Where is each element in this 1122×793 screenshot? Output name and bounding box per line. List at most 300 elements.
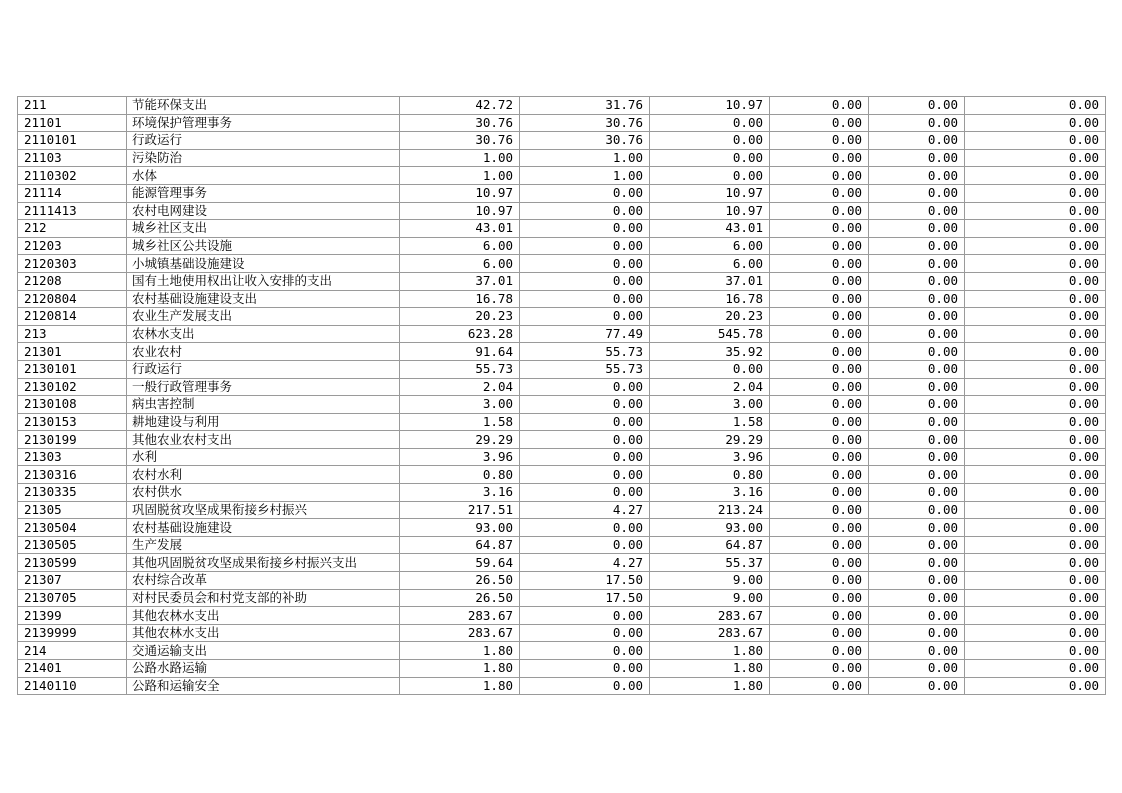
- basic-expenditure-cell: 0.00: [520, 607, 650, 625]
- account-code-cell: 213: [18, 325, 127, 343]
- account-name-cell: 污染防治: [127, 149, 400, 167]
- basic-expenditure-cell: 0.00: [520, 220, 650, 238]
- amount-col5-cell: 0.00: [869, 378, 965, 396]
- project-expenditure-cell: 3.96: [650, 448, 770, 466]
- basic-expenditure-cell: 0.00: [520, 378, 650, 396]
- account-code-cell: 21401: [18, 660, 127, 678]
- table-body: [18, 97, 1106, 695]
- account-name-cell: 农村基础设施建设: [127, 519, 400, 537]
- table-row: [18, 466, 1106, 484]
- project-expenditure-cell: 9.00: [650, 589, 770, 607]
- account-name-cell: 其他农林水支出: [127, 624, 400, 642]
- table-row: [18, 677, 1106, 695]
- account-name-cell: 农村电网建设: [127, 202, 400, 220]
- amount-col5-cell: 0.00: [869, 97, 965, 115]
- basic-expenditure-cell: 0.00: [520, 484, 650, 502]
- amount-col6-cell: 0.00: [965, 466, 1106, 484]
- amount-col6-cell: 0.00: [965, 343, 1106, 361]
- account-name-cell: 农村基础设施建设支出: [127, 290, 400, 308]
- amount-col6-cell: 0.00: [965, 290, 1106, 308]
- total-amount-cell: 26.50: [400, 572, 520, 590]
- total-amount-cell: 20.23: [400, 308, 520, 326]
- project-expenditure-cell: 93.00: [650, 519, 770, 537]
- amount-col5-cell: 0.00: [869, 431, 965, 449]
- amount-col6-cell: 0.00: [965, 536, 1106, 554]
- amount-col5-cell: 0.00: [869, 536, 965, 554]
- amount-col4-cell: 0.00: [770, 519, 869, 537]
- basic-expenditure-cell: 0.00: [520, 466, 650, 484]
- table-row: [18, 484, 1106, 502]
- project-expenditure-cell: 0.00: [650, 132, 770, 150]
- amount-col5-cell: 0.00: [869, 290, 965, 308]
- total-amount-cell: 283.67: [400, 607, 520, 625]
- basic-expenditure-cell: 0.00: [520, 519, 650, 537]
- amount-col5-cell: 0.00: [869, 132, 965, 150]
- amount-col6-cell: 0.00: [965, 184, 1106, 202]
- project-expenditure-cell: 0.00: [650, 167, 770, 185]
- total-amount-cell: 6.00: [400, 237, 520, 255]
- amount-col4-cell: 0.00: [770, 272, 869, 290]
- amount-col4-cell: 0.00: [770, 448, 869, 466]
- amount-col4-cell: 0.00: [770, 466, 869, 484]
- total-amount-cell: 30.76: [400, 114, 520, 132]
- project-expenditure-cell: 545.78: [650, 325, 770, 343]
- basic-expenditure-cell: 0.00: [520, 396, 650, 414]
- project-expenditure-cell: 10.97: [650, 97, 770, 115]
- total-amount-cell: 1.00: [400, 149, 520, 167]
- account-code-cell: 2130599: [18, 554, 127, 572]
- account-name-cell: 一般行政管理事务: [127, 378, 400, 396]
- basic-expenditure-cell: 0.00: [520, 448, 650, 466]
- project-expenditure-cell: 6.00: [650, 255, 770, 273]
- amount-col6-cell: 0.00: [965, 624, 1106, 642]
- total-amount-cell: 37.01: [400, 272, 520, 290]
- table-row: [18, 378, 1106, 396]
- table-row: [18, 501, 1106, 519]
- amount-col6-cell: 0.00: [965, 519, 1106, 537]
- project-expenditure-cell: 55.37: [650, 554, 770, 572]
- basic-expenditure-cell: 0.00: [520, 237, 650, 255]
- amount-col6-cell: 0.00: [965, 360, 1106, 378]
- total-amount-cell: 16.78: [400, 290, 520, 308]
- account-code-cell: 2130102: [18, 378, 127, 396]
- table-row: [18, 642, 1106, 660]
- table-row: [18, 290, 1106, 308]
- amount-col5-cell: 0.00: [869, 660, 965, 678]
- project-expenditure-cell: 64.87: [650, 536, 770, 554]
- account-code-cell: 2130108: [18, 396, 127, 414]
- total-amount-cell: 3.96: [400, 448, 520, 466]
- total-amount-cell: 30.76: [400, 132, 520, 150]
- amount-col6-cell: 0.00: [965, 396, 1106, 414]
- account-name-cell: 城乡社区支出: [127, 220, 400, 238]
- account-code-cell: 21301: [18, 343, 127, 361]
- amount-col5-cell: 0.00: [869, 413, 965, 431]
- account-name-cell: 农村水利: [127, 466, 400, 484]
- total-amount-cell: 1.80: [400, 642, 520, 660]
- total-amount-cell: 26.50: [400, 589, 520, 607]
- account-code-cell: 214: [18, 642, 127, 660]
- table-row: [18, 607, 1106, 625]
- total-amount-cell: 623.28: [400, 325, 520, 343]
- account-code-cell: 2111413: [18, 202, 127, 220]
- amount-col5-cell: 0.00: [869, 202, 965, 220]
- total-amount-cell: 2.04: [400, 378, 520, 396]
- amount-col5-cell: 0.00: [869, 360, 965, 378]
- project-expenditure-cell: 37.01: [650, 272, 770, 290]
- total-amount-cell: 283.67: [400, 624, 520, 642]
- total-amount-cell: 43.01: [400, 220, 520, 238]
- project-expenditure-cell: 10.97: [650, 202, 770, 220]
- amount-col5-cell: 0.00: [869, 396, 965, 414]
- total-amount-cell: 1.58: [400, 413, 520, 431]
- amount-col5-cell: 0.00: [869, 501, 965, 519]
- amount-col4-cell: 0.00: [770, 325, 869, 343]
- project-expenditure-cell: 1.80: [650, 660, 770, 678]
- project-expenditure-cell: 20.23: [650, 308, 770, 326]
- amount-col5-cell: 0.00: [869, 466, 965, 484]
- basic-expenditure-cell: 0.00: [520, 624, 650, 642]
- account-code-cell: 21208: [18, 272, 127, 290]
- table-row: [18, 325, 1106, 343]
- account-code-cell: 21114: [18, 184, 127, 202]
- account-name-cell: 水利: [127, 448, 400, 466]
- basic-expenditure-cell: 17.50: [520, 572, 650, 590]
- amount-col4-cell: 0.00: [770, 572, 869, 590]
- account-name-cell: 其他农业农村支出: [127, 431, 400, 449]
- project-expenditure-cell: 29.29: [650, 431, 770, 449]
- amount-col5-cell: 0.00: [869, 448, 965, 466]
- project-expenditure-cell: 35.92: [650, 343, 770, 361]
- amount-col6-cell: 0.00: [965, 255, 1106, 273]
- amount-col6-cell: 0.00: [965, 272, 1106, 290]
- project-expenditure-cell: 2.04: [650, 378, 770, 396]
- amount-col4-cell: 0.00: [770, 290, 869, 308]
- account-code-cell: 21203: [18, 237, 127, 255]
- account-name-cell: 能源管理事务: [127, 184, 400, 202]
- basic-expenditure-cell: 0.00: [520, 536, 650, 554]
- amount-col4-cell: 0.00: [770, 202, 869, 220]
- table-row: [18, 431, 1106, 449]
- project-expenditure-cell: 213.24: [650, 501, 770, 519]
- account-code-cell: 2130316: [18, 466, 127, 484]
- amount-col6-cell: 0.00: [965, 589, 1106, 607]
- amount-col4-cell: 0.00: [770, 660, 869, 678]
- amount-col4-cell: 0.00: [770, 607, 869, 625]
- table-row: [18, 272, 1106, 290]
- table-row: [18, 519, 1106, 537]
- account-code-cell: 2110302: [18, 167, 127, 185]
- amount-col5-cell: 0.00: [869, 677, 965, 695]
- project-expenditure-cell: 1.80: [650, 642, 770, 660]
- project-expenditure-cell: 1.80: [650, 677, 770, 695]
- account-name-cell: 节能环保支出: [127, 97, 400, 115]
- account-name-cell: 行政运行: [127, 360, 400, 378]
- amount-col6-cell: 0.00: [965, 220, 1106, 238]
- account-code-cell: 2130505: [18, 536, 127, 554]
- basic-expenditure-cell: 0.00: [520, 413, 650, 431]
- account-name-cell: 病虫害控制: [127, 396, 400, 414]
- total-amount-cell: 10.97: [400, 184, 520, 202]
- amount-col5-cell: 0.00: [869, 519, 965, 537]
- account-code-cell: 2130199: [18, 431, 127, 449]
- table-row: [18, 448, 1106, 466]
- amount-col4-cell: 0.00: [770, 501, 869, 519]
- basic-expenditure-cell: 0.00: [520, 642, 650, 660]
- amount-col5-cell: 0.00: [869, 642, 965, 660]
- amount-col6-cell: 0.00: [965, 431, 1106, 449]
- amount-col5-cell: 0.00: [869, 325, 965, 343]
- amount-col4-cell: 0.00: [770, 308, 869, 326]
- amount-col6-cell: 0.00: [965, 413, 1106, 431]
- amount-col4-cell: 0.00: [770, 589, 869, 607]
- account-code-cell: 2139999: [18, 624, 127, 642]
- basic-expenditure-cell: 0.00: [520, 202, 650, 220]
- total-amount-cell: 0.80: [400, 466, 520, 484]
- table-row: [18, 114, 1106, 132]
- table-row: [18, 360, 1106, 378]
- total-amount-cell: 6.00: [400, 255, 520, 273]
- account-name-cell: 行政运行: [127, 132, 400, 150]
- amount-col4-cell: 0.00: [770, 554, 869, 572]
- amount-col4-cell: 0.00: [770, 360, 869, 378]
- amount-col4-cell: 0.00: [770, 220, 869, 238]
- amount-col6-cell: 0.00: [965, 501, 1106, 519]
- total-amount-cell: 1.80: [400, 660, 520, 678]
- basic-expenditure-cell: 0.00: [520, 308, 650, 326]
- account-code-cell: 21303: [18, 448, 127, 466]
- amount-col4-cell: 0.00: [770, 536, 869, 554]
- amount-col4-cell: 0.00: [770, 114, 869, 132]
- account-name-cell: 耕地建设与利用: [127, 413, 400, 431]
- account-code-cell: 2110101: [18, 132, 127, 150]
- table-row: [18, 132, 1106, 150]
- project-expenditure-cell: 0.00: [650, 114, 770, 132]
- amount-col4-cell: 0.00: [770, 677, 869, 695]
- basic-expenditure-cell: 0.00: [520, 660, 650, 678]
- table-row: [18, 255, 1106, 273]
- total-amount-cell: 1.80: [400, 677, 520, 695]
- basic-expenditure-cell: 30.76: [520, 114, 650, 132]
- amount-col4-cell: 0.00: [770, 97, 869, 115]
- table-row: [18, 536, 1106, 554]
- amount-col5-cell: 0.00: [869, 167, 965, 185]
- table-row: [18, 97, 1106, 115]
- table-row: [18, 202, 1106, 220]
- project-expenditure-cell: 1.58: [650, 413, 770, 431]
- basic-expenditure-cell: 30.76: [520, 132, 650, 150]
- basic-expenditure-cell: 1.00: [520, 149, 650, 167]
- amount-col6-cell: 0.00: [965, 132, 1106, 150]
- amount-col5-cell: 0.00: [869, 607, 965, 625]
- amount-col4-cell: 0.00: [770, 431, 869, 449]
- account-code-cell: 21305: [18, 501, 127, 519]
- amount-col6-cell: 0.00: [965, 642, 1106, 660]
- project-expenditure-cell: 3.00: [650, 396, 770, 414]
- basic-expenditure-cell: 77.49: [520, 325, 650, 343]
- amount-col4-cell: 0.00: [770, 642, 869, 660]
- account-code-cell: 2120804: [18, 290, 127, 308]
- table-row: [18, 220, 1106, 238]
- total-amount-cell: 10.97: [400, 202, 520, 220]
- account-name-cell: 农林水支出: [127, 325, 400, 343]
- amount-col6-cell: 0.00: [965, 484, 1106, 502]
- account-code-cell: 212: [18, 220, 127, 238]
- amount-col5-cell: 0.00: [869, 589, 965, 607]
- table-row: [18, 237, 1106, 255]
- basic-expenditure-cell: 55.73: [520, 360, 650, 378]
- basic-expenditure-cell: 0.00: [520, 290, 650, 308]
- account-name-cell: 农村综合改革: [127, 572, 400, 590]
- project-expenditure-cell: 3.16: [650, 484, 770, 502]
- account-code-cell: 2130335: [18, 484, 127, 502]
- amount-col4-cell: 0.00: [770, 378, 869, 396]
- amount-col5-cell: 0.00: [869, 343, 965, 361]
- table-row: [18, 572, 1106, 590]
- amount-col4-cell: 0.00: [770, 624, 869, 642]
- table-row: [18, 184, 1106, 202]
- amount-col5-cell: 0.00: [869, 237, 965, 255]
- amount-col6-cell: 0.00: [965, 607, 1106, 625]
- table-row: [18, 308, 1106, 326]
- amount-col6-cell: 0.00: [965, 149, 1106, 167]
- account-name-cell: 对村民委员会和村党支部的补助: [127, 589, 400, 607]
- amount-col5-cell: 0.00: [869, 624, 965, 642]
- total-amount-cell: 29.29: [400, 431, 520, 449]
- basic-expenditure-cell: 55.73: [520, 343, 650, 361]
- amount-col4-cell: 0.00: [770, 167, 869, 185]
- amount-col5-cell: 0.00: [869, 220, 965, 238]
- account-name-cell: 小城镇基础设施建设: [127, 255, 400, 273]
- basic-expenditure-cell: 1.00: [520, 167, 650, 185]
- project-expenditure-cell: 0.00: [650, 360, 770, 378]
- table-row: [18, 343, 1106, 361]
- basic-expenditure-cell: 0.00: [520, 184, 650, 202]
- basic-expenditure-cell: 4.27: [520, 554, 650, 572]
- amount-col6-cell: 0.00: [965, 202, 1106, 220]
- account-name-cell: 其他农林水支出: [127, 607, 400, 625]
- amount-col6-cell: 0.00: [965, 660, 1106, 678]
- account-code-cell: 2130153: [18, 413, 127, 431]
- total-amount-cell: 3.16: [400, 484, 520, 502]
- account-name-cell: 其他巩固脱贫攻坚成果衔接乡村振兴支出: [127, 554, 400, 572]
- amount-col5-cell: 0.00: [869, 308, 965, 326]
- account-name-cell: 生产发展: [127, 536, 400, 554]
- account-code-cell: 2120303: [18, 255, 127, 273]
- basic-expenditure-cell: 17.50: [520, 589, 650, 607]
- expenditure-table: [17, 96, 1106, 695]
- basic-expenditure-cell: 0.00: [520, 677, 650, 695]
- amount-col6-cell: 0.00: [965, 554, 1106, 572]
- account-code-cell: 2130504: [18, 519, 127, 537]
- amount-col4-cell: 0.00: [770, 343, 869, 361]
- account-code-cell: 21399: [18, 607, 127, 625]
- amount-col4-cell: 0.00: [770, 484, 869, 502]
- amount-col5-cell: 0.00: [869, 572, 965, 590]
- amount-col5-cell: 0.00: [869, 114, 965, 132]
- table-row: [18, 396, 1106, 414]
- table-row: [18, 589, 1106, 607]
- account-name-cell: 公路和运输安全: [127, 677, 400, 695]
- amount-col4-cell: 0.00: [770, 413, 869, 431]
- amount-col6-cell: 0.00: [965, 378, 1106, 396]
- amount-col6-cell: 0.00: [965, 237, 1106, 255]
- amount-col4-cell: 0.00: [770, 184, 869, 202]
- total-amount-cell: 59.64: [400, 554, 520, 572]
- basic-expenditure-cell: 31.76: [520, 97, 650, 115]
- amount-col5-cell: 0.00: [869, 149, 965, 167]
- basic-expenditure-cell: 0.00: [520, 255, 650, 273]
- total-amount-cell: 217.51: [400, 501, 520, 519]
- amount-col4-cell: 0.00: [770, 396, 869, 414]
- amount-col5-cell: 0.00: [869, 484, 965, 502]
- amount-col5-cell: 0.00: [869, 554, 965, 572]
- project-expenditure-cell: 16.78: [650, 290, 770, 308]
- account-name-cell: 巩固脱贫攻坚成果衔接乡村振兴: [127, 501, 400, 519]
- amount-col6-cell: 0.00: [965, 114, 1106, 132]
- total-amount-cell: 42.72: [400, 97, 520, 115]
- project-expenditure-cell: 0.80: [650, 466, 770, 484]
- project-expenditure-cell: 43.01: [650, 220, 770, 238]
- account-code-cell: 2140110: [18, 677, 127, 695]
- table-row: [18, 413, 1106, 431]
- expenditure-table-page: [17, 96, 1105, 695]
- table-row: [18, 660, 1106, 678]
- basic-expenditure-cell: 0.00: [520, 431, 650, 449]
- amount-col5-cell: 0.00: [869, 272, 965, 290]
- project-expenditure-cell: 283.67: [650, 607, 770, 625]
- total-amount-cell: 55.73: [400, 360, 520, 378]
- total-amount-cell: 1.00: [400, 167, 520, 185]
- basic-expenditure-cell: 4.27: [520, 501, 650, 519]
- account-name-cell: 环境保护管理事务: [127, 114, 400, 132]
- amount-col6-cell: 0.00: [965, 325, 1106, 343]
- account-name-cell: 交通运输支出: [127, 642, 400, 660]
- total-amount-cell: 91.64: [400, 343, 520, 361]
- amount-col5-cell: 0.00: [869, 255, 965, 273]
- account-name-cell: 公路水路运输: [127, 660, 400, 678]
- table-row: [18, 624, 1106, 642]
- amount-col6-cell: 0.00: [965, 167, 1106, 185]
- account-code-cell: 2120814: [18, 308, 127, 326]
- basic-expenditure-cell: 0.00: [520, 272, 650, 290]
- table-row: [18, 149, 1106, 167]
- account-name-cell: 城乡社区公共设施: [127, 237, 400, 255]
- account-name-cell: 水体: [127, 167, 400, 185]
- amount-col6-cell: 0.00: [965, 677, 1106, 695]
- project-expenditure-cell: 0.00: [650, 149, 770, 167]
- total-amount-cell: 93.00: [400, 519, 520, 537]
- amount-col6-cell: 0.00: [965, 308, 1106, 326]
- account-code-cell: 21307: [18, 572, 127, 590]
- project-expenditure-cell: 9.00: [650, 572, 770, 590]
- amount-col4-cell: 0.00: [770, 255, 869, 273]
- amount-col5-cell: 0.00: [869, 184, 965, 202]
- table-row: [18, 167, 1106, 185]
- account-name-cell: 农业农村: [127, 343, 400, 361]
- account-code-cell: 2130705: [18, 589, 127, 607]
- total-amount-cell: 3.00: [400, 396, 520, 414]
- account-name-cell: 农村供水: [127, 484, 400, 502]
- table-row: [18, 554, 1106, 572]
- account-code-cell: 2130101: [18, 360, 127, 378]
- total-amount-cell: 64.87: [400, 536, 520, 554]
- amount-col6-cell: 0.00: [965, 97, 1106, 115]
- account-code-cell: 21103: [18, 149, 127, 167]
- amount-col4-cell: 0.00: [770, 237, 869, 255]
- project-expenditure-cell: 10.97: [650, 184, 770, 202]
- amount-col6-cell: 0.00: [965, 572, 1106, 590]
